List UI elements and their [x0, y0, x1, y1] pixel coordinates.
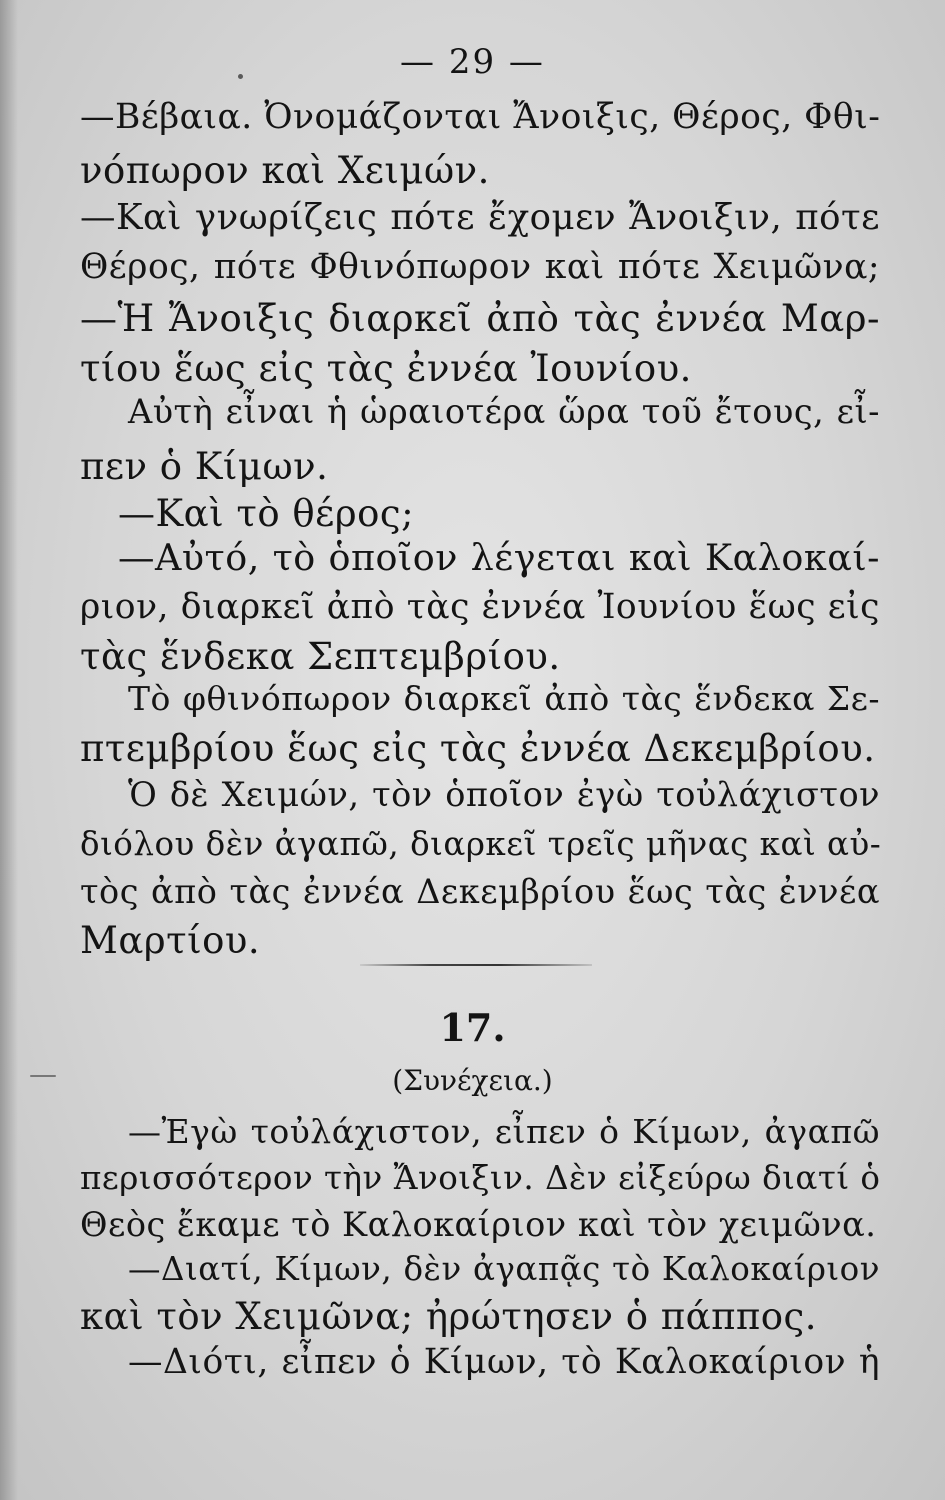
text-line: πτεμβρίου ἕως εἰς τὰς ἐννέα Δεκεμβρίου.	[80, 727, 876, 770]
ink-speck	[238, 74, 243, 79]
text-line: πεν ὁ Κίμων.	[80, 445, 329, 488]
text-line: —Ἐγὼ τοὐλάχιστον, εἶπεν ὁ Κίμων, ἀγαπῶ	[128, 1112, 880, 1151]
text-line: περισσότερον τὴν Ἄνοιξιν. Δὲν εἰξεύρω διατί ὁ	[80, 1159, 881, 1197]
text-line: τὸς ἀπὸ τὰς ἐννέα Δεκεμβρίου ἕως τὰς ἐννέα	[80, 872, 880, 911]
text-line: —Καὶ γνωρίζεις πότε ἔχομεν Ἄνοιξιν, πότε	[80, 197, 880, 238]
text-line: ριον, διαρκεῖ ἀπὸ τὰς ἐννέα Ἰουνίου ἕως εἰς	[80, 587, 880, 627]
text-line: —Διότι, εἶπεν ὁ Κίμων, τὸ Καλοκαίριον ἡ	[128, 1342, 880, 1382]
text-line: νόπωρον καὶ Χειμών.	[80, 149, 490, 192]
page-gutter-shadow	[0, 0, 18, 1500]
text-line: Θεὸς ἔκαμε τὸ Καλοκαίριον καὶ τὸν χειμῶνα.	[80, 1205, 877, 1244]
text-line: Τὸ φθινόπωρον διαρκεῖ ἀπὸ τὰς ἕνδεκα Σε-	[128, 679, 880, 718]
text-line: καὶ τὸν Χειμῶνα; ἠρώτησεν ὁ πάππος.	[80, 1295, 817, 1338]
page-number: — 29 —	[400, 42, 545, 82]
text-line: Αὐτὴ εἶναι ἡ ὡραιοτέρα ὥρα τοῦ ἔτους, εἶ-	[128, 392, 880, 431]
section-subtitle: (Συνέχεια.)	[392, 1064, 553, 1097]
section-divider	[360, 964, 592, 966]
text-line: —Καὶ τὸ θέρος;	[118, 492, 415, 535]
text-line: διόλου δὲν ἀγαπῶ, διαρκεῖ τρεῖς μῆνας καὶ αὐ-	[80, 825, 882, 863]
text-line: —Ἡ Ἄνοιξις διαρκεῖ ἀπὸ τὰς ἐννέα Μαρ-	[80, 297, 880, 340]
text-line: Μαρτίου.	[80, 919, 261, 962]
section-number: 17.	[439, 1005, 506, 1050]
text-line: Ὁ δὲ Χειμών, τὸν ὁποῖον ἐγὼ τοὐλάχιστον	[128, 775, 880, 814]
text-line: τὰς ἕνδεκα Σεπτεμβρίου.	[80, 635, 561, 678]
text-line: —Βέβαια. Ὀνομάζονται Ἄνοιξις, Θέρος, Φθι-	[80, 97, 881, 137]
text-line: τίου ἕως εἰς τὰς ἐννέα Ἰουνίου.	[80, 347, 692, 390]
margin-mark	[30, 1075, 56, 1077]
text-line: —Διατί, Κίμων, δὲν ἀγαπᾷς τὸ Καλοκαίριον	[128, 1250, 880, 1288]
text-line: Θέρος, πότε Φθινόπωρον καὶ πότε Χειμῶνα;	[80, 247, 880, 287]
text-line: —Αὐτό, τὸ ὁποῖον λέγεται καὶ Καλοκαί-	[118, 536, 880, 579]
